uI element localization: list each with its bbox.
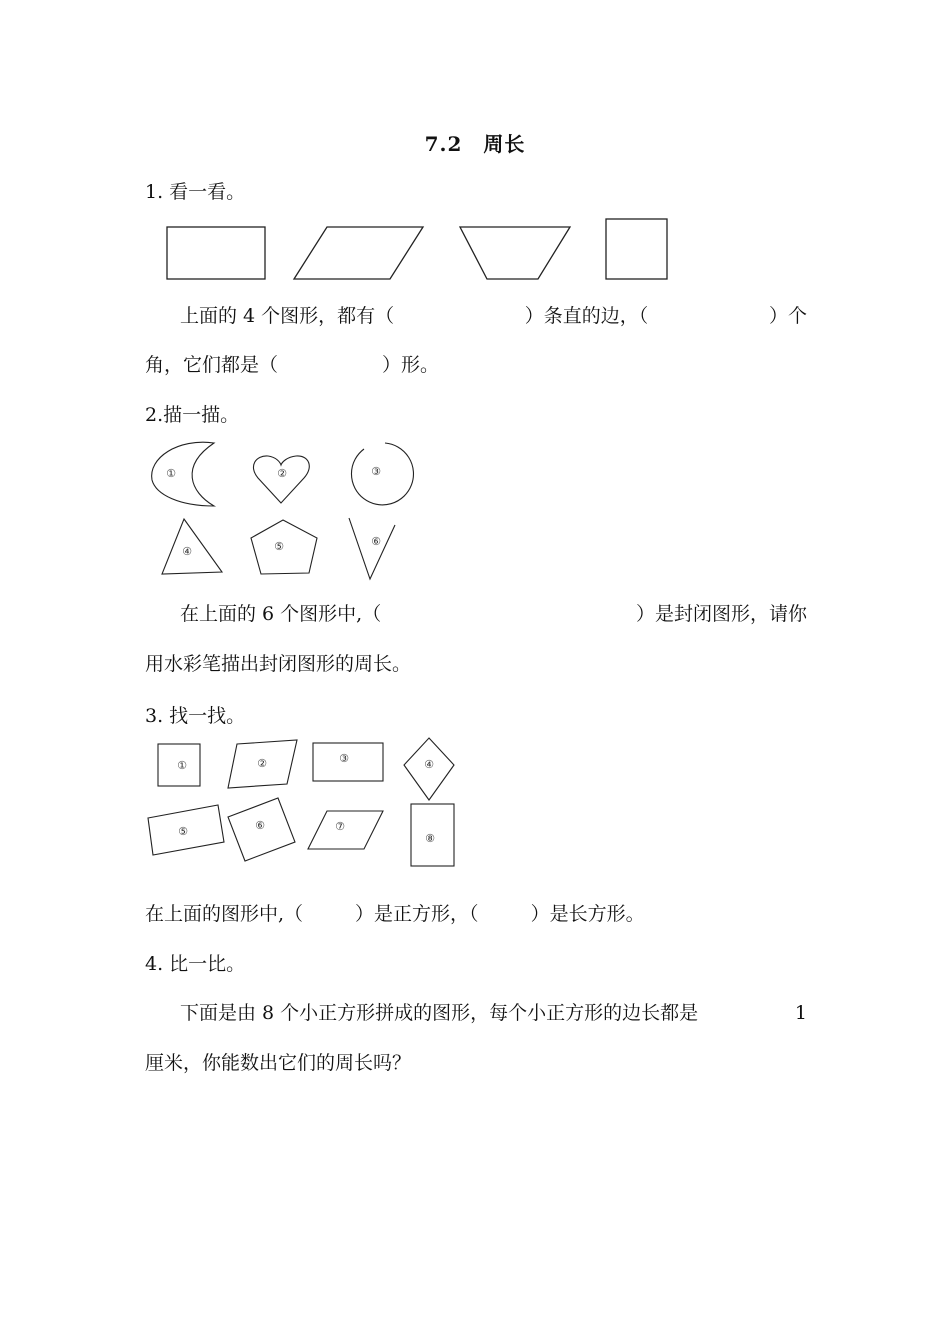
q2-label-2: ② <box>277 467 287 480</box>
q3-label-6: ⑥ <box>255 819 265 832</box>
page-title: 7.2 周长 <box>424 132 526 156</box>
q4-heading: 4. 比一比。 <box>145 953 246 975</box>
q1-heading: 1. 看一看。 <box>145 181 246 203</box>
q3-label-1: ① <box>177 759 187 772</box>
q2-text-b: ）是封闭图形，请你 <box>635 603 807 625</box>
q3-label-8: ⑧ <box>425 832 435 845</box>
q3-label-2: ② <box>257 757 267 770</box>
q4-text-b: 1 <box>794 1002 807 1024</box>
q3-text-a: 在上面的图形中,（ <box>145 903 304 925</box>
q2-label-1: ① <box>166 467 176 480</box>
q2-text-a: 在上面的 6 个图形中,（ <box>180 603 382 625</box>
q1-text-a: 上面的 4 个图形，都有（ <box>180 305 395 327</box>
q4-line-2: 厘米，你能数出它们的周长吗？ <box>145 1052 412 1074</box>
q4-text-a: 下面是由 8 个小正方形拼成的图形，每个小正方形的边长都是 <box>180 1002 699 1024</box>
q2-label-5: ⑤ <box>274 540 284 553</box>
q1-text-d: 角，它们都是（ <box>145 354 279 376</box>
q2-heading: 2.描一描。 <box>145 404 240 426</box>
q2-label-6: ⑥ <box>371 535 381 548</box>
q3-label-4: ④ <box>424 758 434 771</box>
q3-label-5: ⑤ <box>178 825 188 838</box>
q1-text-b: ）条直的边，（ <box>524 305 649 327</box>
q2-label-4: ④ <box>182 545 192 558</box>
q3-heading: 3. 找一找。 <box>145 705 246 727</box>
q4-line-1 <box>145 999 807 1027</box>
q3-shape-7 <box>308 811 383 849</box>
q3-line <box>145 900 645 928</box>
q3-text-b: ）是正方形，（ <box>355 903 479 925</box>
q3-label-7: ⑦ <box>335 820 345 833</box>
q3-label-3: ③ <box>339 752 349 765</box>
q2-label-3: ③ <box>371 465 381 478</box>
q1-text-c: ）个 <box>768 305 807 327</box>
q3-text-c: ）是长方形。 <box>530 903 645 925</box>
q1-text-e: ）形。 <box>382 354 440 376</box>
q2-line-2: 用水彩笔描出封闭图形的周长。 <box>145 653 412 675</box>
